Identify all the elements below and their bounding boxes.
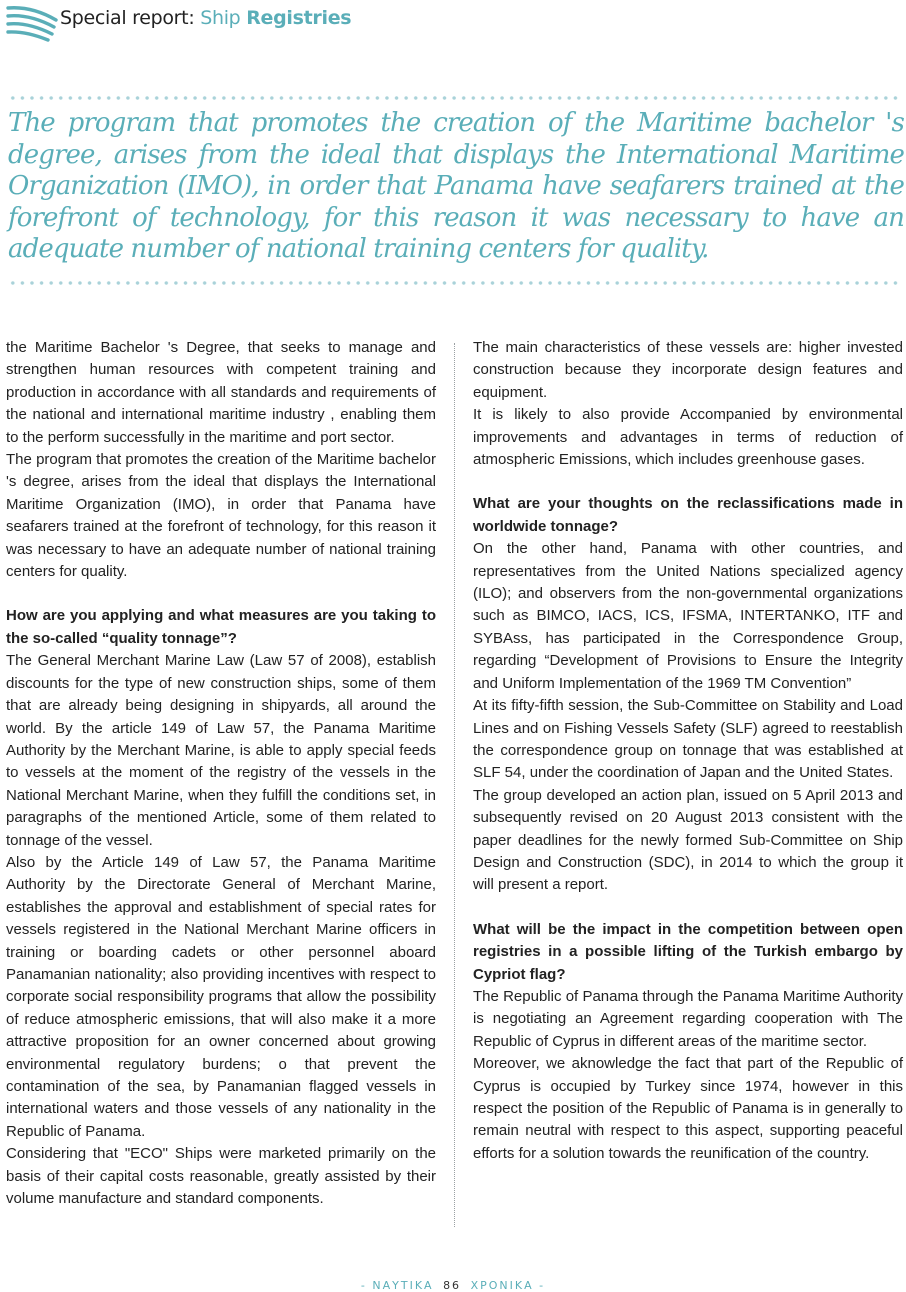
section-name: Ship [200, 7, 241, 29]
question-heading: What will be the impact in the competition between open registries in a possible lifting of the Turkish embargo by Cypriot flag? [473, 920, 903, 983]
footer-right: ΧΡΟΝΙΚΑ - [470, 1279, 546, 1292]
paragraph: The General Merchant Marine Law (Law 57 of 2008), establish discounts for the type of new construction ships, some of them that are already being designing in shipyards, all around the world. By the article 149 of Law 57, the Panama Maritime Authority by the Merchant Marine, is able to apply special feeds to vessels at the moment of the registry of the vessels in the National Merchant Marine, when they fulfill the conditions set, in paragraphs of the mentioned Article, some of them related to tonnage of the vessel. [6, 652, 436, 849]
paragraph: At its fifty-fifth session, the Sub-Committee on Stability and Load Lines and on Fishing Vessels Safety (SLF) agreed to reestablish the correspondence group on tonnage that was established at SLF 54, under the coordination of Japan and the United States. [473, 697, 903, 782]
paragraph: Considering that "ECO" Ships were marketed primarily on the basis of their capital costs reasonable, greatly assisted by their volume manufacture and standard components. [6, 1145, 436, 1208]
question-heading: What are your thoughts on the reclassifications made in worldwide tonnage? [473, 495, 903, 535]
footer-left: - ΝΑΥΤΙΚΑ [360, 1279, 434, 1292]
waves-logo-icon [6, 4, 58, 44]
question-heading: How are you applying and what measures are you taking to the so-called “quality tonnage”? [6, 607, 436, 647]
page-number: 86 [443, 1279, 462, 1292]
column-divider [454, 343, 455, 1227]
section-prefix: Special report: [60, 7, 195, 29]
dotted-rule-top [8, 96, 900, 100]
paragraph: It is likely to also provide Accompanied by environmental improvements and advantages in terms of reduction of atmospheric Emissions, which includes greenhouse gases. [473, 406, 903, 469]
section-title [60, 7, 351, 29]
page-header [0, 0, 906, 60]
paragraph: The group developed an action plan, issued on 5 April 2013 and subsequently revised on 20 August 2013 consistent with the paper deadlines for the newly formed Sub-Committee on Ship Design and Construction (SDC), in 2014 to which the group it will present a report. [473, 786, 903, 894]
paragraph: the Maritime Bachelor 's Degree, that seeks to manage and strengthen human resources with competent training and production in accordance with all standards and requirements of the national and international maritime industry , enabling them to the perform successfully in the maritime and port sector. [6, 339, 436, 446]
paragraph: On the other hand, Panama with other countries, and representatives from the United Nations specialized agency (ILO); and observers from the non-governmental organizations such as BIMCO, IACS, ICS, IFSMA, INTERTANKO, ITF and SYBAss, has participated in the Correspondence Group, regarding “Development of Provisions to Ensure the Integrity and Uniform Implementation of the 1969 TM Convention” [473, 540, 903, 692]
pull-quote: The program that promotes the creation of the Maritime bachelor 's degree, arises from the ideal that displays the International Maritime Organization (IMO), in order that Panama have seafarers trained at the forefront of technology, for this reason it was necessary to have an adequate number of national training centers for quality. [8, 108, 904, 264]
right-column [473, 337, 903, 1165]
paragraph: The Republic of Panama through the Panama Maritime Authority is negotiating an Agreement regarding cooperation with The Republic of Cyprus in different areas of the maritime sector. [473, 987, 903, 1050]
paragraph: The main characteristics of these vessels are: higher invested construction because they incorporate design features and equipment. [473, 339, 903, 401]
left-column [6, 337, 436, 1210]
page-footer [0, 1279, 906, 1292]
paragraph: Moreover, we aknowledge the fact that part of the Republic of Cyprus is occupied by Turkey since 1974, however in this respect the position of the Republic of Panama is in generally to remain neutral with respect to this aspect, supporting peaceful efforts for a solution towards the reunification of the country. [473, 1055, 903, 1162]
section-name-bold: Registries [246, 7, 352, 29]
paragraph: The program that promotes the creation of the Maritime bachelor 's degree, arises from the ideal that displays the International Maritime Organization (IMO), in order that Panama have seafarers trained at the forefront of technology, for this reason it was necessary to have an adequate number of national training centers for quality. [6, 451, 436, 581]
paragraph: Also by the Article 149 of Law 57, the Panama Maritime Authority by the Directorate General of Merchant Marine, establishes the approval and establishment of special rates for vessels registered in the National Merchant Marine officers in training or boarding cadets or other personnel aboard Panamanian nationality; also providing incentives with respect to corporate social responsibility programs that allow the possibility of reduce atmospheric emissions, that will also make it a more attractive proposition for an owner concerned about growing environmental regulatory burdens; o that prevent the contamination of the sea, by Panamanian flagged vessels in international waters and those vessels of any nationality in the Republic of Panama. [6, 853, 436, 1140]
dotted-rule-bottom [8, 281, 900, 285]
